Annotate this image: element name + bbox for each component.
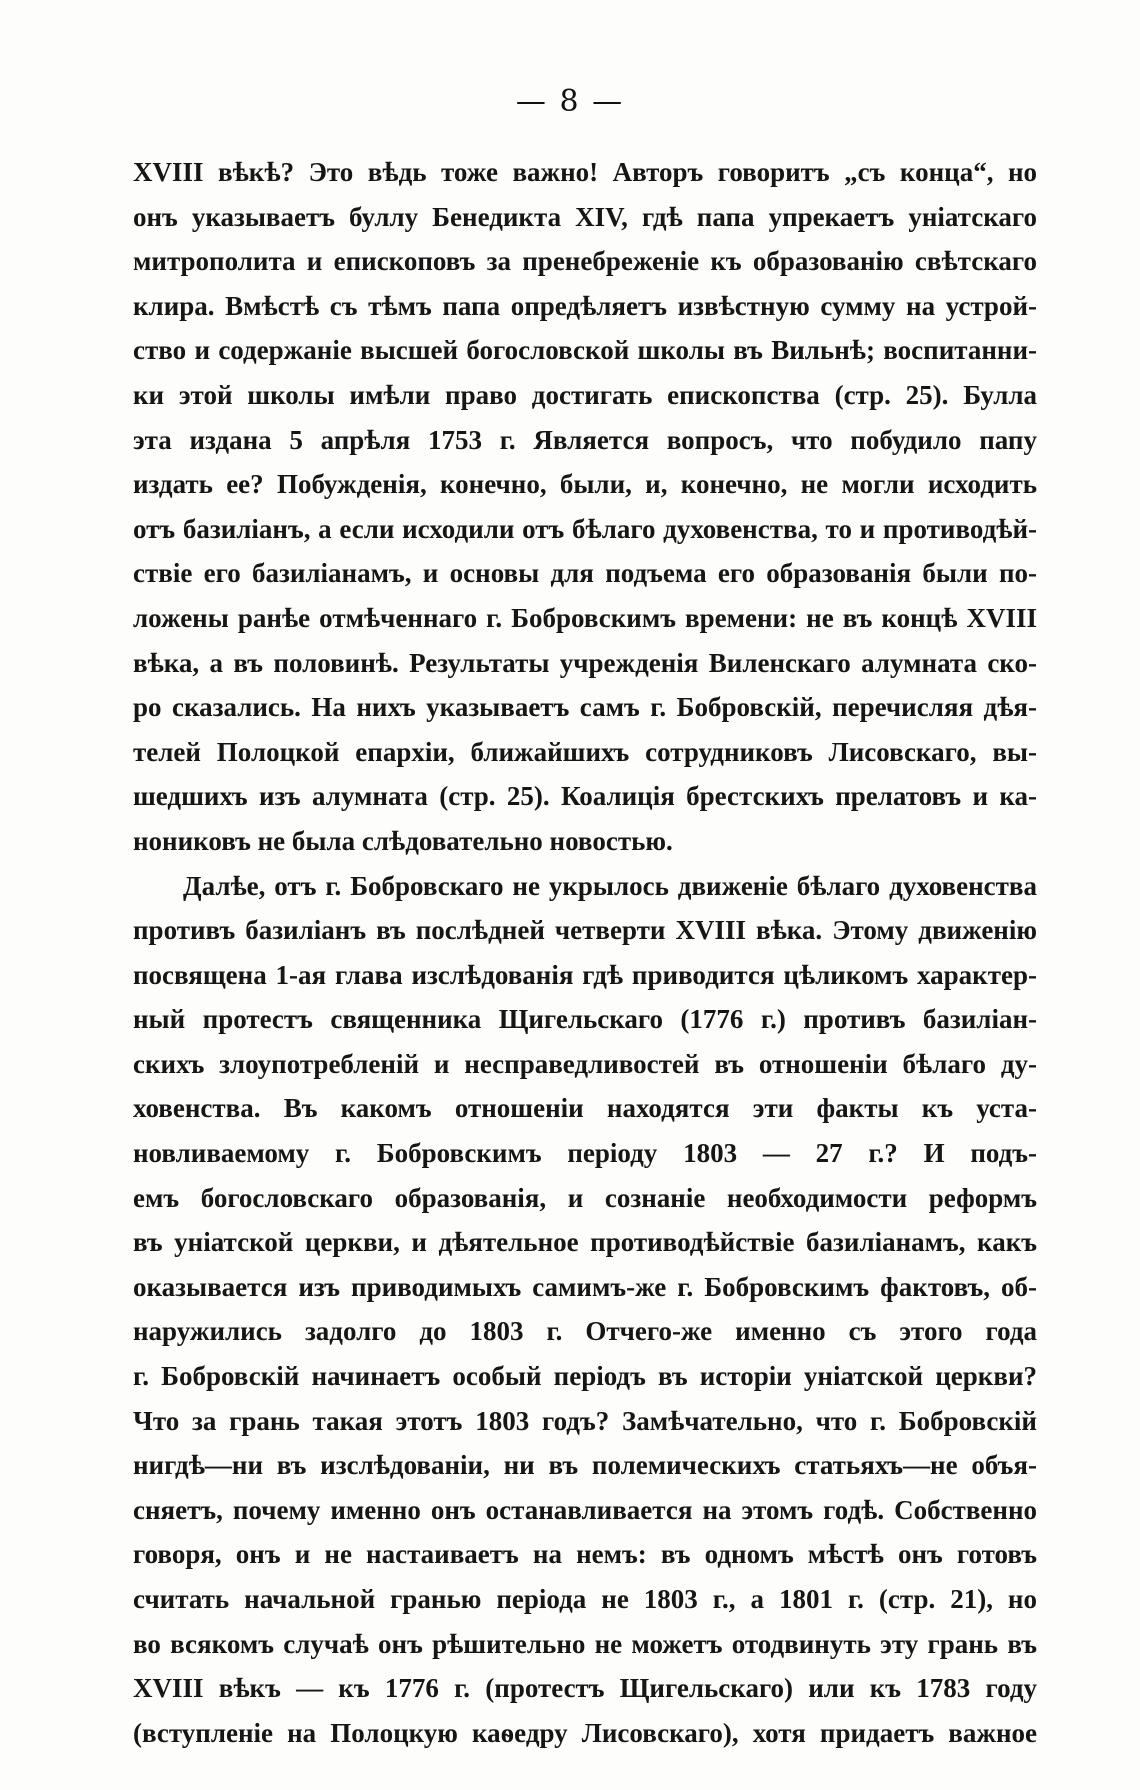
text-line: ложены ранѣе отмѣченнаго г. Бобровскимъ времени: не въ концѣ XVIII bbox=[133, 602, 1037, 633]
text-line: въ уніатской церкви, и дѣятельное противодѣйствіе базиліанамъ, какъ bbox=[133, 1227, 1037, 1258]
paragraph bbox=[133, 864, 1037, 1756]
text-line: считать начальной гранью періода не 1803 г., а 1801 г. (стр. 21), но bbox=[133, 1584, 1037, 1614]
text-line: емъ богословскаго образованія, и сознаніе необходимости реформъ bbox=[133, 1182, 1037, 1213]
text-line: г. Бобровскій начинаетъ особый періодъ въ исторіи уніатской церкви? bbox=[133, 1361, 1037, 1392]
text-line: (вступленіе на Полоцкую каѳедру Лисовскаго), хотя придаетъ важное bbox=[133, 1717, 1037, 1748]
text-line: нигдѣ—ни въ изслѣдованіи, ни въ полемическихъ статьяхъ—не объя- bbox=[133, 1450, 1037, 1481]
text-line: онъ указываетъ буллу Бенедикта XIV, гдѣ папа упрекаетъ уніатскаго bbox=[133, 201, 1037, 232]
text-line: издать ее? Побужденія, конечно, были, и, конечно, не могли исходить bbox=[133, 469, 1037, 500]
page-number: — 8 — bbox=[515, 84, 625, 119]
text-line: оказывается изъ приводимыхъ самимъ-же г. Бобровскимъ фактовъ, об- bbox=[133, 1271, 1037, 1302]
text-line: скихъ злоупотребленій и несправедливостей въ отношеніи бѣлаго ду- bbox=[133, 1048, 1037, 1079]
text-line: во всякомъ случаѣ онъ рѣшительно не можетъ отодвинуть эту грань въ bbox=[133, 1628, 1037, 1659]
paragraph bbox=[133, 150, 1037, 864]
text-line: ствіе его базиліанамъ, и основы для подъема его образованія были по- bbox=[133, 558, 1037, 589]
text-line: эта издана 5 апрѣля 1753 г. Является вопросъ, что побудило папу bbox=[133, 424, 1037, 455]
text-line: ро сказались. На нихъ указываетъ самъ г. Бобровскій, перечисляя дѣя- bbox=[133, 692, 1037, 723]
text-line: шедшихъ изъ алумната (стр. 25). Коалиція брестскихъ прелатовъ и ка- bbox=[133, 781, 1037, 812]
text-line: XVIII вѣкѣ? Это вѣдь тоже важно! Авторъ говоритъ „съ конца“, но bbox=[133, 157, 1037, 187]
text-line: отъ базиліанъ, а если исходили отъ бѣлаго духовенства, то и противодѣй- bbox=[133, 513, 1037, 544]
text-line: телей Полоцкой епархіи, ближайшихъ сотрудниковъ Лисовскаго, вы- bbox=[133, 736, 1037, 767]
text-line: наружились задолго до 1803 г. Отчего-же именно съ этого года bbox=[133, 1316, 1037, 1347]
text-line: XVIII вѣкъ — къ 1776 г. (протестъ Щигельскаго) или къ 1783 году bbox=[133, 1673, 1037, 1704]
text-line: сняетъ, почему именно онъ останавливается на этомъ годѣ. Собственно bbox=[133, 1494, 1037, 1525]
text-line: ный протестъ священника Щигельскаго (1776 г.) противъ базиліан- bbox=[133, 1004, 1037, 1035]
body-text bbox=[133, 150, 1037, 1755]
text-line: ки этой школы имѣли право достигать епископства (стр. 25). Булла bbox=[133, 379, 1037, 410]
text-line: ство и содержаніе высшей богословской школы въ Вильнѣ; воспитанни- bbox=[133, 335, 1037, 366]
text-line: Далѣе, отъ г. Бобровскаго не укрылось движеніе бѣлаго духовенства bbox=[183, 870, 1037, 901]
text-line: Что за грань такая этотъ 1803 годъ? Замѣчательно, что г. Бобровскій bbox=[133, 1405, 1037, 1436]
text-line: посвящена 1-ая глава изслѣдованія гдѣ приводится цѣликомъ характер- bbox=[133, 959, 1037, 990]
text-line: клира. Вмѣстѣ съ тѣмъ папа опредѣляетъ извѣстную сумму на устрой- bbox=[133, 290, 1037, 321]
text-line: митрополита и епископовъ за пренебреженіе къ образованію свѣтскаго bbox=[133, 246, 1037, 277]
text-line: нониковъ не была слѣдовательно новостью. bbox=[133, 825, 673, 856]
text-line: говоря, онъ и не настаиваетъ на немъ: въ одномъ мѣстѣ онъ готовъ bbox=[133, 1539, 1037, 1570]
text-line: новливаемому г. Бобровскимъ періоду 1803 — 27 г.? И подъ- bbox=[133, 1138, 1037, 1169]
text-line: вѣка, а въ половинѣ. Результаты учрежденія Виленскаго алумната ско- bbox=[133, 647, 1037, 678]
text-line: ховенства. Въ какомъ отношеніи находятся эти факты къ уста- bbox=[133, 1093, 1037, 1124]
text-line: противъ базиліанъ въ послѣдней четверти XVIII вѣка. Этому движенію bbox=[133, 915, 1037, 946]
